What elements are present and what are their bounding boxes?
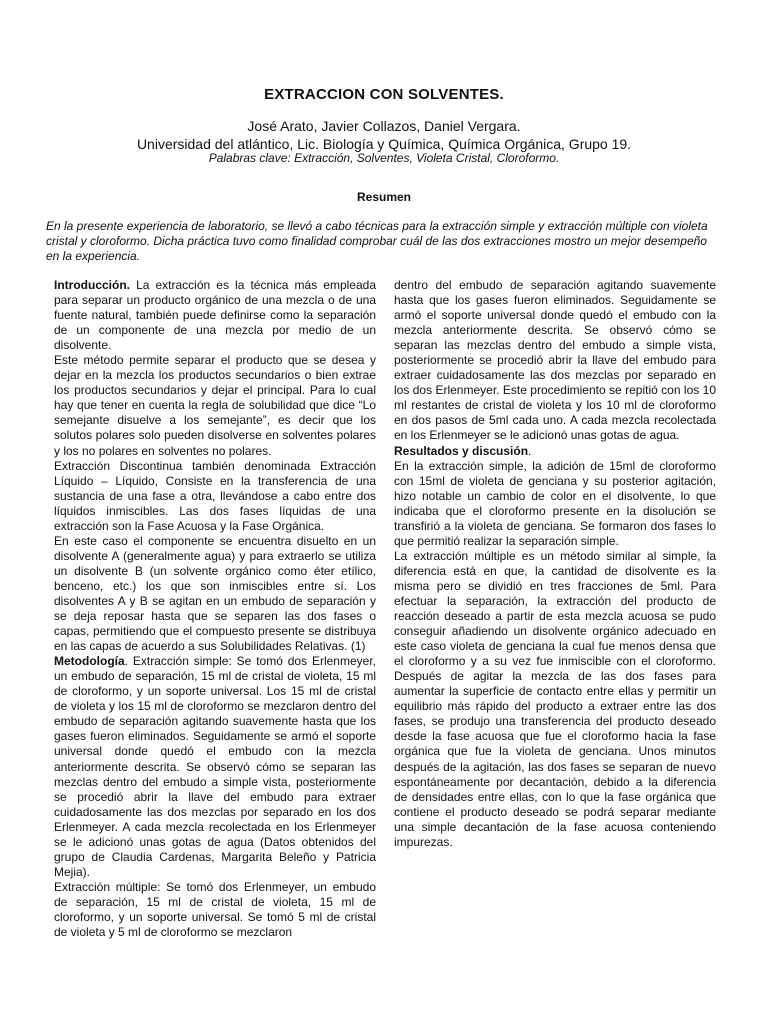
paragraph: dentro del embudo de separación agitando suavemente hasta que los gases fueron eliminados. Seguidamente se armó el soporte universal donde quedó el embudo con la mezcla anteriormente descrita. Se observó cómo se separan las mezclas dentro del embudo a simple vista, posteriormente se procedió abrir la llave del embudo para extraer cuidadosamente las dos mezclas por separado en los dos Erlenmeyer. Este procedimiento se repitió con los 10 ml restantes de cristal de violeta y los 10 ml de cloroformo en dos pasos de 5ml cada uno. A cada mezcla recolectada en los Erlenmeyer se le adicionó unas gotas de agua.: [394, 278, 716, 443]
intro-text: La extracción es la técnica más empleada para separar un producto orgánico de una mezcla o de una fuente natural, también puede definirse como la separación de un componente de una mezcla por medio de un disolvente.: [54, 278, 376, 353]
paragraph: Extracción múltiple: Se tomó dos Erlenmeyer, un embudo de separación, 15 ml de cristal de violeta, 15 ml de cloroformo, y un soporte universal. Se tomó 5 ml de cristal de violeta y 5 ml de cloroformo se mezclaron: [54, 879, 376, 940]
paragraph: En la extracción simple, la adición de 15ml de cloroformo con 15ml de violeta de genciana y su posterior agitación, hizo notable un cambio de color en el disolvente, lo que indicaba que el cloroformo presente en la disolución se transfirió a la violeta de genciana. Se formaron dos fases lo que permitió realizar la separación simple.: [394, 458, 716, 548]
results-heading: Resultados y discusión: [394, 443, 529, 458]
keywords: Palabras clave: Extracción, Solventes, Violeta Cristal, Cloroformo.: [208, 151, 560, 165]
paragraph: Extracción Discontinua también denominada Extracción Líquido – Líquido, Consiste en la transferencia de una sustancia de una fase a otra, llevándose a cabo entre dos líquidos inmiscibles. Las dos fases líquidas de una extracción son la Fase Acuosa y la Fase Orgánica.: [54, 458, 376, 533]
author-names: José Arato, Javier Collazos, Daniel Vergara.: [247, 118, 521, 134]
paragraph: Este método permite separar el producto que se desea y dejar en la mezcla los productos secundarios o bien extrae los productos secundarios y dejar el principal. Para lo cual hay que tener en cuenta la regla de solubilidad que dice “Lo semejante disuelve a los semejante”, es decir que los solutos polares solo pueden disolverse en solventes polares y los no polares en solventes no polares.: [54, 353, 376, 458]
paragraph: En este caso el componente se encuentra disuelto en un disolvente A (generalmente agua) y para extraerlo se utiliza un disolvente B (un solvente orgánico como éter etílico, benceno, etc.) los que son inmiscibles entre sí. Los disolventes A y B se agitan en un embudo de separación y se deja reposar hasta que se separen las dos fases o capas, permitiendo que el compuesto presente se distribuya en las capas de acuerdo a sus Solubilidades Relativas. (1): [54, 533, 376, 654]
abstract-heading: Resumen: [356, 190, 412, 204]
right-column: [394, 278, 716, 850]
authors-block: [0, 117, 768, 153]
paragraph: La extracción múltiple es un método similar al simple, la diferencia está en que, la cantidad de disolvente es la misma pero se dividió en tres fracciones de 5ml. Para efectuar la separación, la extracción del producto de reacción deseado a partir de esta mezcla acuosa se pudo conseguir añadiendo un disolvente orgánico adecuado en este caso violeta de genciana la cual fue menos densa que el cloroformo y a su vez fue inmiscible con el cloroformo. Después de agitar la mezcla de las dos fases para aumentar la superficie de contacto entre ellas y permitir un equilibrio más rápido del producto a extraer entre las dos fases, se produjo una transferencia del producto deseado desde la fase acuosa que fue el cloroformo hacia la fase orgánica que fue la violeta de genciana. Unos minutos después de la agitación, las dos fases se separan de nuevo espontáneamente por decantación, debido a la diferencia de densidades entre ellas, con lo que la fase orgánica que contiene el producto deseado se podrá separar mediante una simple decantación de la fase acuosa conteniendo impurezas.: [394, 548, 716, 849]
paper-title: EXTRACCION CON SOLVENTES.: [264, 86, 504, 103]
method-text: . Extracción simple: Se tomó dos Erlenmeyer, un embudo de separación, 15 ml de cristal de violeta, 15 ml de cloroformo, y un soporte universal. Los 15 ml de cristal de violeta y los 15 ml de cloroformo se mezclaron dentro del embudo de separación agitando suavemente hasta que los gases fueron eliminados. Seguidamente se armó el soporte universal donde quedó el embudo con la mezcla anteriormente descrita. Se observó cómo se separan las mezclas dentro del embudo a simple vista, posteriormente se procedió abrir la llave del embudo para extraer cuidadosamente las dos mezclas por separado en los dos Erlenmeyer. A cada mezcla recolectada en los Erlenmeyer se le adicionó unas gotas de agua (Datos obtenidos del grupo de Claudia Cardenas, Margarita Beleño y Patricia Mejia).: [54, 654, 376, 879]
intro-paragraph: [54, 278, 376, 353]
results-heading-line: [394, 444, 716, 459]
method-paragraph: [54, 654, 376, 880]
left-column: [54, 278, 376, 940]
intro-heading: Introducción.: [54, 278, 130, 292]
abstract-text: En la presente experiencia de laboratorio, se llevó a cabo técnicas para la extracción simple y extracción múltiple con violeta cristal y cloroformo. Dicha práctica tuvo como finalidad comprobar cuál de las dos extracciones mostro un mejor desempeño en la experiencia.: [46, 219, 708, 263]
results-heading-tail: .: [528, 443, 532, 458]
affiliation: Universidad del atlántico, Lic. Biología y Química, Química Orgánica, Grupo 19.: [136, 136, 632, 152]
method-heading: Metodología: [54, 654, 125, 669]
